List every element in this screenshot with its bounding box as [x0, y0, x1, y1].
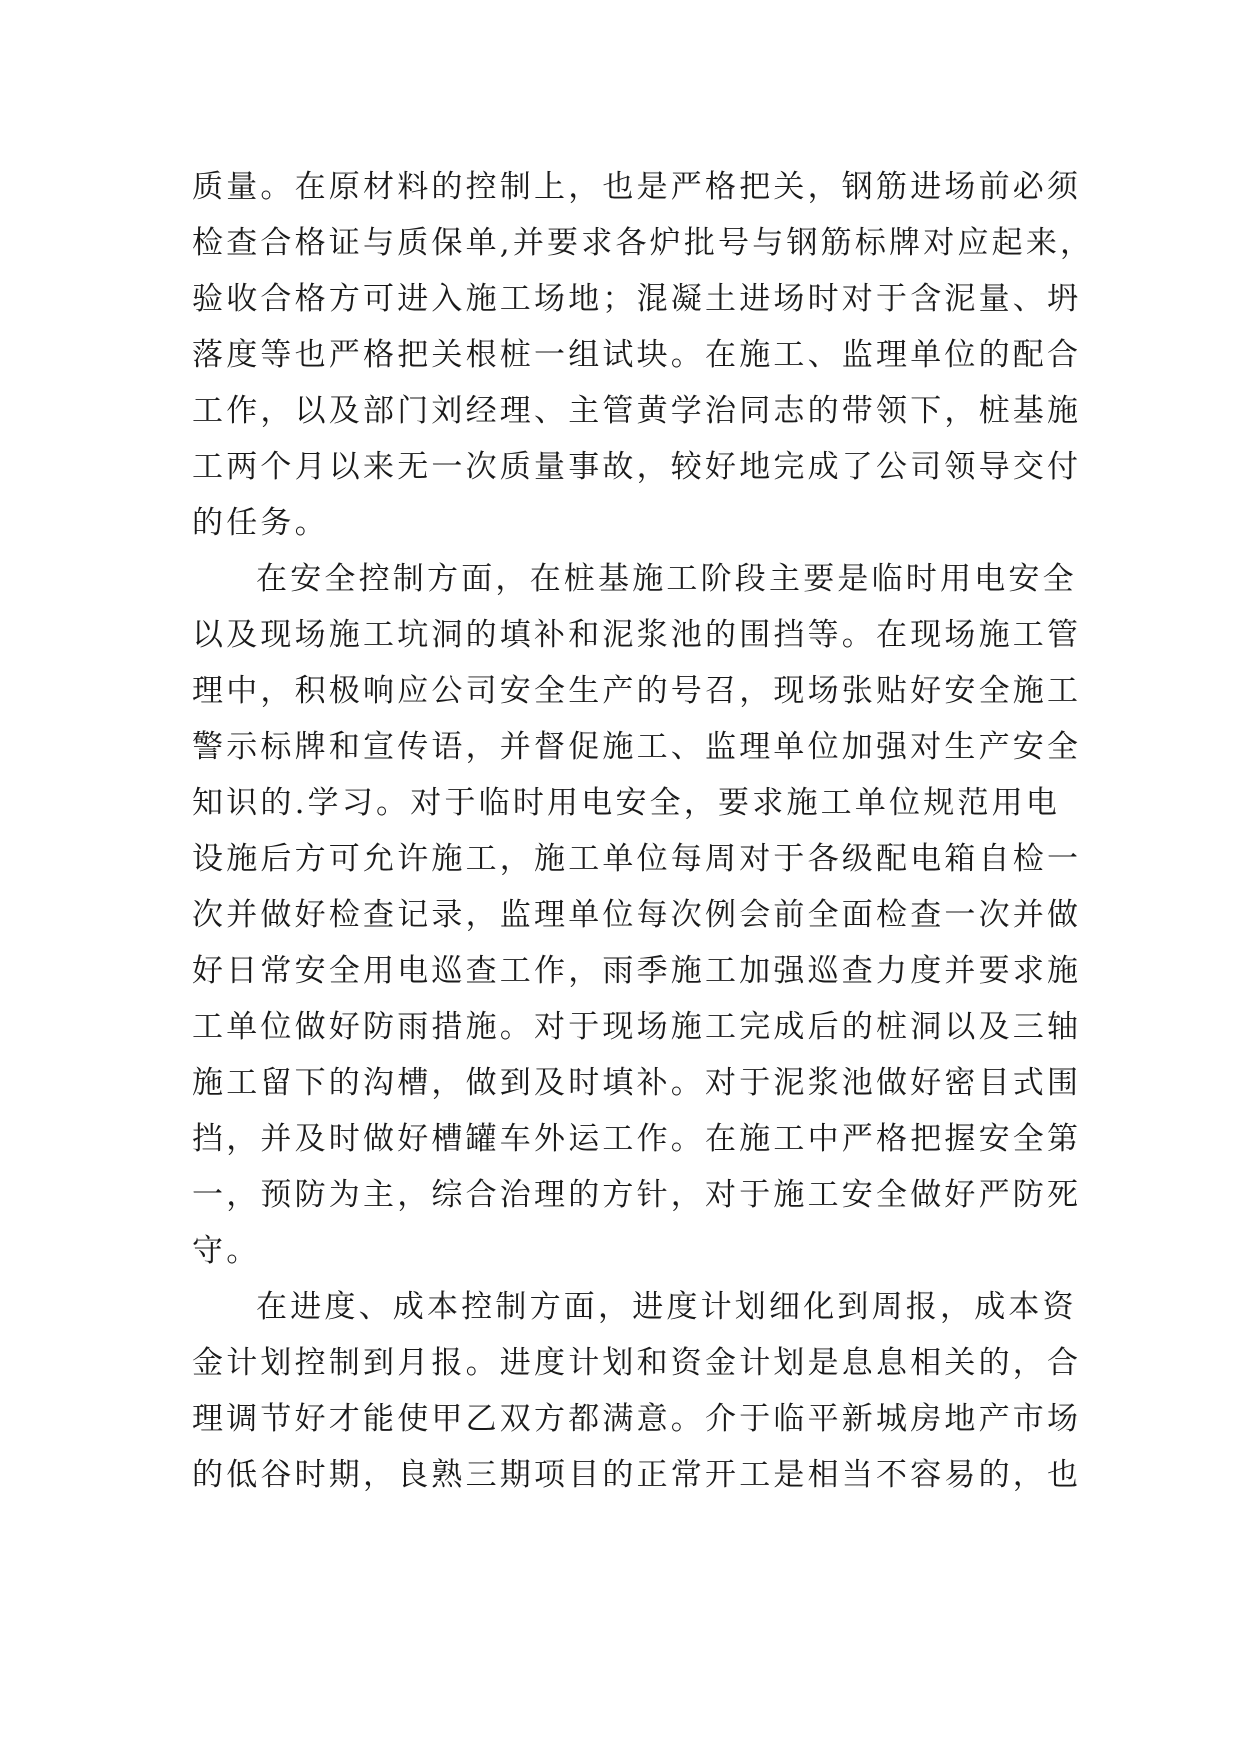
text-line: 守。 [192, 1233, 261, 1269]
text-line: 挡，并及时做好槽罐车外运工作。在施工中严格把握安全第 [192, 1121, 1082, 1157]
text-line: 金计划控制到月报。进度计划和资金计划是息息相关的，合 [192, 1345, 1082, 1381]
text-line: 理中，积极响应公司安全生产的号召，现场张贴好安全施工 [192, 673, 1082, 709]
text-line: 落度等也严格把关根桩一组试块。在施工、监理单位的配合 [192, 337, 1082, 373]
paragraph-first-line: 在进度、成本控制方面，进度计划细化到周报，成本资 [256, 1289, 1077, 1325]
text-line: 好日常安全用电巡查工作，雨季施工加强巡查力度并要求施 [192, 953, 1082, 989]
text-line: 工单位做好防雨措施。对于现场施工完成后的桩洞以及三轴 [192, 1009, 1082, 1045]
text-line: 警示标牌和宣传语，并督促施工、监理单位加强对生产安全 [192, 729, 1082, 765]
text-line: 的低谷时期，良熟三期项目的正常开工是相当不容易的，也 [192, 1457, 1082, 1493]
body-text [192, 159, 1095, 1503]
text-line: 一，预防为主，综合治理的方针，对于施工安全做好严防死 [192, 1177, 1082, 1213]
text-line: 工两个月以来无一次质量事故，较好地完成了公司领导交付 [192, 449, 1082, 485]
text-line: 次并做好检查记录，监理单位每次例会前全面检查一次并做 [192, 897, 1082, 933]
text-line: 质量。在原材料的控制上，也是严格把关，钢筋进场前必须 [192, 169, 1082, 205]
paragraph-first-line: 在安全控制方面，在桩基施工阶段主要是临时用电安全 [256, 561, 1077, 597]
text-line: 检查合格证与质保单,并要求各炉批号与钢筋标牌对应起来， [192, 225, 1095, 261]
text-line: 验收合格方可进入施工场地；混凝土进场时对于含泥量、坍 [192, 281, 1082, 317]
text-line: 理调节好才能使甲乙双方都满意。介于临平新城房地产市场 [192, 1401, 1082, 1437]
text-line: 的任务。 [192, 505, 329, 541]
text-line: 知识的.学习。对于临时用电安全，要求施工单位规范用电 [192, 785, 1061, 821]
text-line: 以及现场施工坑洞的填补和泥浆池的围挡等。在现场施工管 [192, 617, 1082, 653]
text-line: 设施后方可允许施工，施工单位每周对于各级配电箱自检一 [192, 841, 1082, 877]
text-line: 工作，以及部门刘经理、主管黄学治同志的带领下，桩基施 [192, 393, 1082, 429]
text-line: 施工留下的沟槽，做到及时填补。对于泥浆池做好密目式围 [192, 1065, 1082, 1101]
